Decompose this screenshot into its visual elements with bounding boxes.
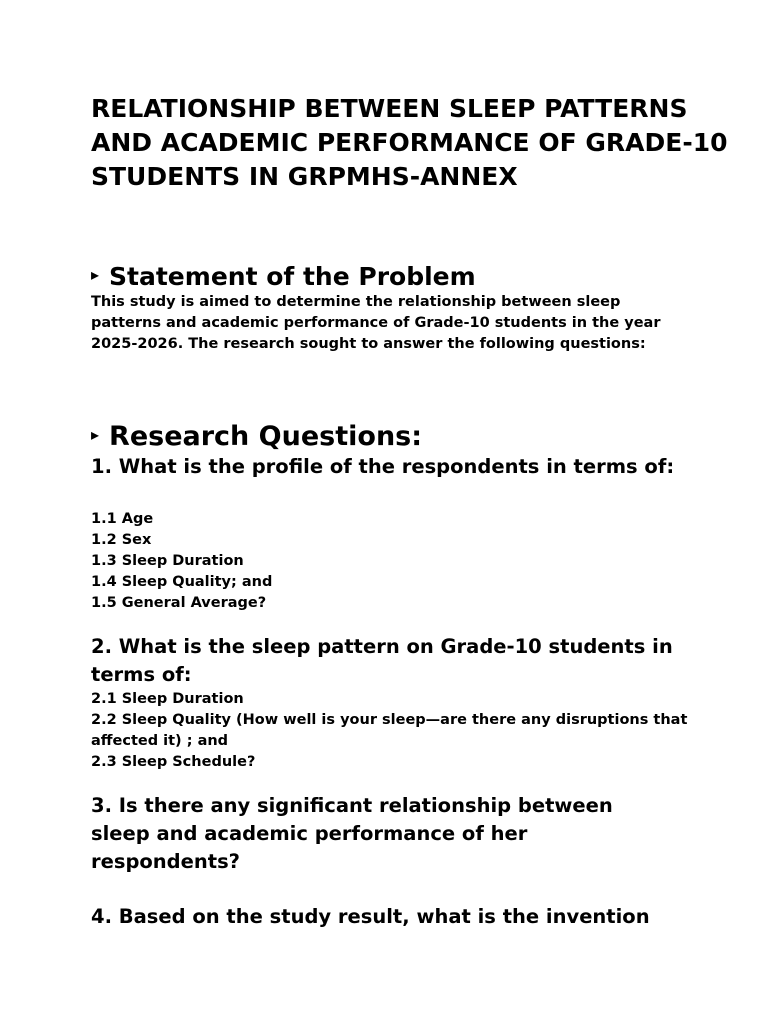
list-item: 2.3 Sleep Schedule?: [91, 754, 256, 770]
statement-paragraph: This study is aimed to determine the relationship between sleep patterns and academic performance of Grade-10 students in the year 2025-2026. The research sought to answer the following questions:: [91, 294, 661, 353]
list-item: 1.5 General Average?: [91, 595, 267, 611]
question-2-subitems: [91, 689, 691, 773]
research-questions-heading: [91, 419, 422, 456]
list-item: 2.2 Sleep Quality (How well is your sleep—are there any disruptions that affected it) ; and: [91, 712, 688, 749]
list-item: 1.3 Sleep Duration: [91, 553, 244, 569]
list-item: 1.2 Sex: [91, 532, 152, 548]
question-3: 3. Is there any significant relationship between sleep and academic performance of her respondents?: [91, 794, 613, 873]
research-questions-label: Research Questions:: [109, 421, 423, 452]
statement-heading-label: Statement of the Problem: [109, 262, 476, 291]
question-4: 4. Based on the study result, what is the invention: [91, 905, 650, 928]
bullet-triangle-icon: ▸: [91, 265, 100, 284]
list-item: 1.4 Sleep Quality; and: [91, 574, 273, 590]
bullet-triangle-icon: ▸: [91, 424, 100, 444]
question-2: 2. What is the sleep pattern on Grade-10 students in terms of:: [91, 635, 673, 686]
question-1-subitems: [91, 509, 691, 614]
statement-heading: [91, 260, 476, 295]
list-item: 2.1 Sleep Duration: [91, 691, 244, 707]
question-1: 1. What is the profile of the respondents in terms of:: [91, 455, 675, 478]
list-item: 1.1 Age: [91, 511, 154, 527]
document-title: RELATIONSHIP BETWEEN SLEEP PATTERNS AND ACADEMIC PERFORMANCE OF GRADE-10 STUDENTS IN GRPMHS-ANNEX: [91, 94, 728, 191]
